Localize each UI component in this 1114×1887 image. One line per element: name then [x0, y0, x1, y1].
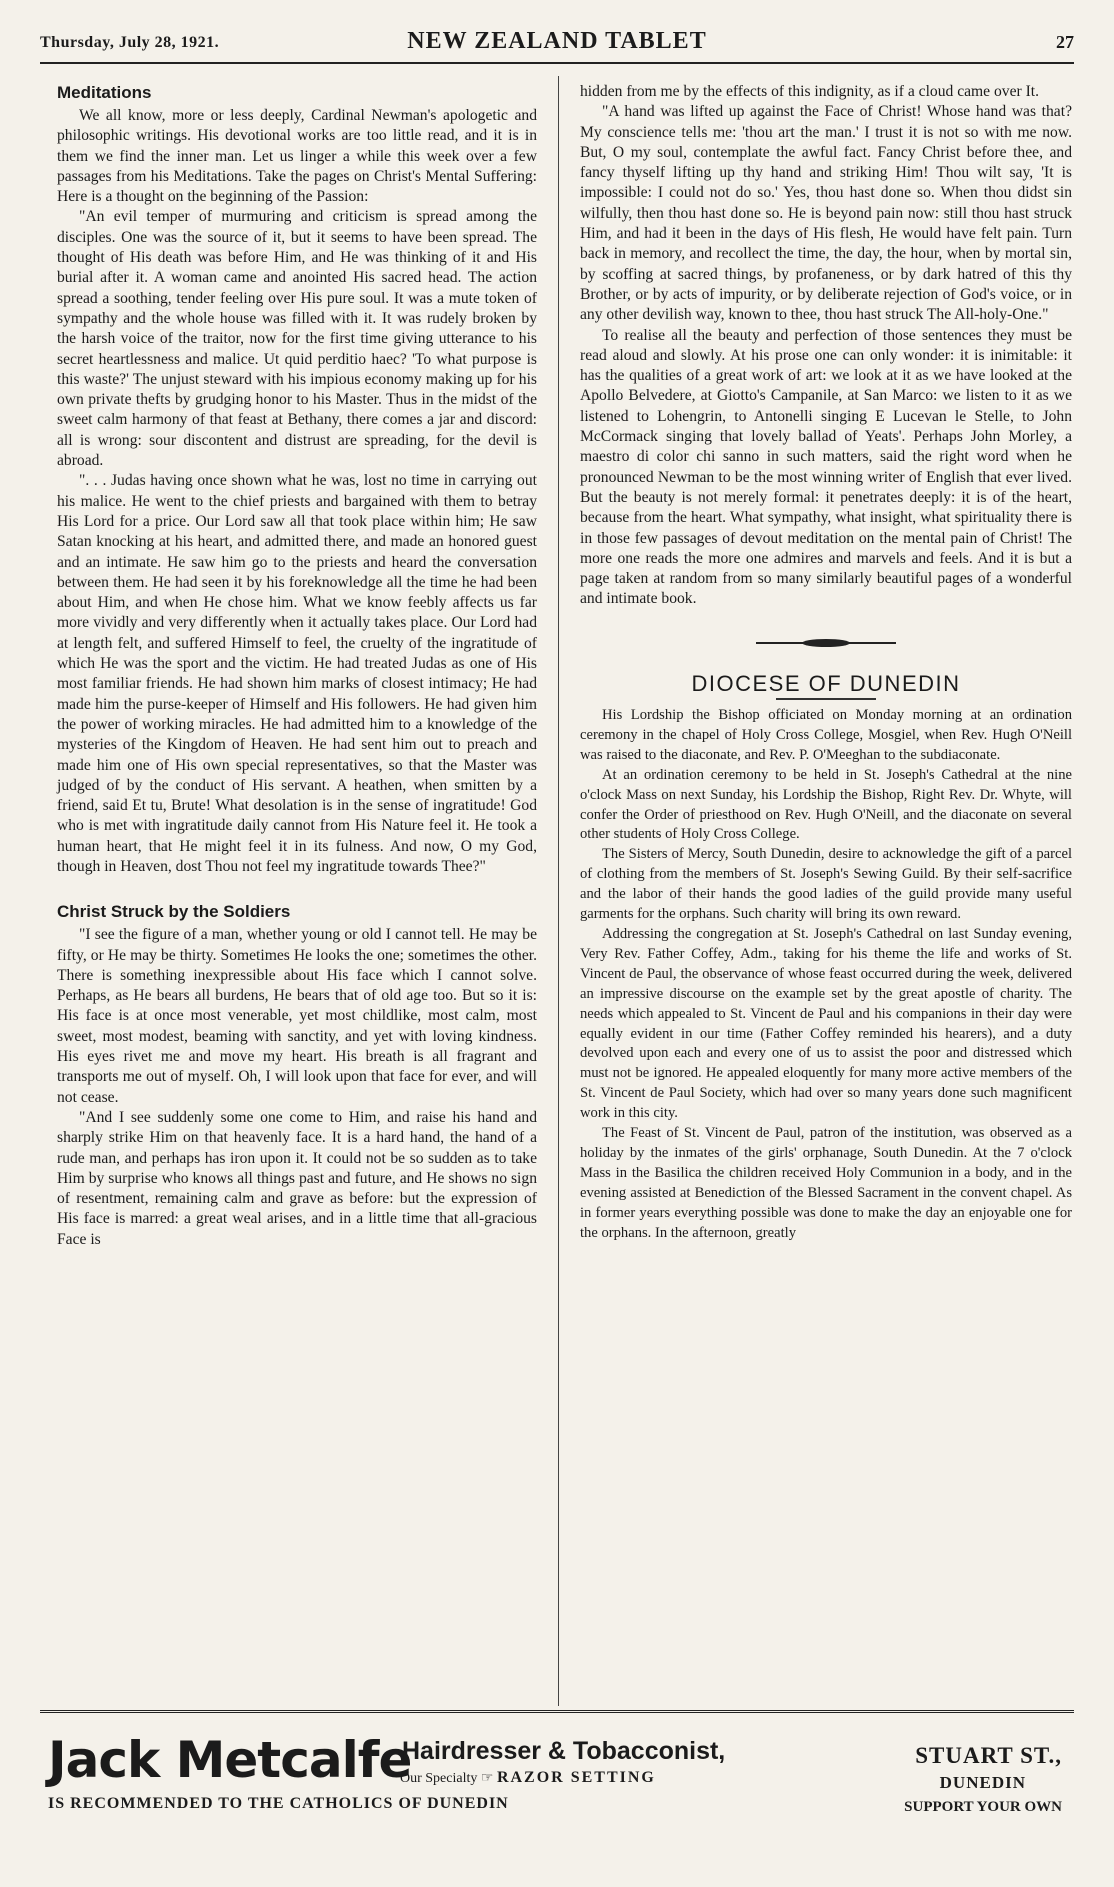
- pointing-hand-icon: ☞: [480, 1771, 494, 1786]
- diocese-heading: DIOCESE OF DUNEDIN: [691, 670, 961, 696]
- diocese-paragraph: His Lordship the Bishop officiated on Monday morning at an ordination ceremony in the chapel of Holy Cross College, Mosgiel, when Rev. Hugh O'Neill was raised to the diaconate, and Rev. P. O'Meeghan to the subdiaconate.: [580, 707, 1072, 763]
- ad-street: STUART ST.,: [915, 1743, 1062, 1768]
- diocese-paragraph: The Feast of St. Vincent de Paul, patron of the institution, was observed as a holiday by the inmates of the girls' orphanage, South Dunedin. At the 7 o'clock Mass in the Basilica the children received Holy Communion in a body, and in the evening assisted at Benediction of the Blessed Sacrament in the convent chapel. As in former years everything possible was done to make the day an enjoyable one for the orphans. In the afternoon, greatly: [580, 1125, 1072, 1241]
- ornament-rule-icon: [756, 638, 896, 648]
- ad-trade: Hairdresser & Tobacconist,: [402, 1737, 726, 1765]
- page-number: 27: [1056, 32, 1074, 52]
- ad-specialty-label: Our Specialty: [400, 1771, 478, 1786]
- meditations-heading: Meditations: [57, 83, 152, 102]
- page-header: [40, 28, 1074, 64]
- masthead-title: NEW ZEALAND TABLET: [407, 28, 707, 54]
- advertisement-banner: [40, 1710, 1074, 1843]
- issue-date: Thursday, July 28, 1921.: [40, 34, 220, 51]
- diocese-paragraph: The Sisters of Mercy, South Dunedin, desire to acknowledge the gift of a parcel of clothing from the members of St. Joseph's Sewing Guild. By their self-sacrifice and the labor of their hands the good ladies of the guild provide many useful garments for the orphans. Such charity will bring its own reward.: [580, 846, 1072, 923]
- christ-struck-paragraph: "I see the figure of a man, whether young or old I cannot tell. He may be fifty, or He may be thirty. Sometimes He looks the one; sometimes the other. There is something inexpressible about His face which I cannot solve. Perhaps, as He bears all burdens, He bears that of old age too. But so it is: His face is at once most venerable, yet most childlike, most calm, most sweet, most modest, beaming with sanctity, and yet with loving kindness. His eyes rivet me and move my heart. His breath is all fragrant and transports me out of myself. Oh, I will look upon that face for ever, and will not cease.: [57, 926, 537, 1106]
- ad-business-name: Jack Metcalfe: [48, 1731, 412, 1789]
- christ-struck-heading: Christ Struck by the Soldiers: [57, 902, 291, 922]
- continued-paragraph: hidden from me by the effects of this indignity, as if a cloud came over It.: [580, 83, 1040, 100]
- section-spacer: [57, 877, 537, 901]
- ad-specialty: [400, 1769, 656, 1787]
- ad-city: DUNEDIN: [939, 1773, 1026, 1792]
- column-divider: [558, 76, 559, 1706]
- continued-paragraph: "A hand was lifted up against the Face of Christ! Whose hand was that? My conscience tells me: 'thou art the man.' I trust it is not so with me now. But, O my soul, contemplate the awful fact. Fancy Christ before thee, and fancy thyself lifting up thy hand and striking Him! Thou wilt say, 'It is impossible: I could not do so.' Yes, thou hast done so. When thou didst sin wilfully, then thou hast done so. He is beyond pain now: still thou hast struck Him, and had it been in the days of His flesh, He would have felt pain. Turn back in memory, and recollect the time, the day, the hour, when by mortal sin, by scoffing at sacred things, by profaneness, or by dark hatred of this thy Brother, or by acts of impurity, or by deliberate rejection of God's voice, or in any other devilish way, known to thee, thou hast struck The All-holy-One.": [580, 103, 1072, 324]
- ad-support-line: SUPPORT YOUR OWN: [904, 1799, 1062, 1815]
- heading-underline: [776, 698, 876, 700]
- meditations-paragraph: We all know, more or less deeply, Cardinal Newman's apologetic and philosophic writings. His devotional works are too little read, and it is in them we find the inner man. Let us linger a while this week over a few passages from his Meditations. Take the pages on Christ's Mental Suffering: Here is a thought on the beginning of the Passion:: [57, 107, 537, 206]
- meditations-paragraph: "An evil temper of murmuring and criticism is spread among the disciples. One was the source of it, but it seems to have been spread. The thought of His death was before Him, and He was thinking of it and His burial after it. A woman came and anointed His sacred head. The action spread a soothing, tender feeling over His pure soul. It was a mute token of sympathy and the whole house was filled with it. It was rudely broken by the harsh voice of the traitor, now for the first time giving utterance to his secret heartlessness and malice. Ut quid perditio haec? 'To what purpose is this waste?' The unjust steward with his impious economy making up for his own private thefts by grudging honor to his Master. Thus in the midst of the sweet calm harmony of that feast at Bethany, there comes a jar and discord: all is wrong: sour discontent and distrust are spreading, for the devil is abroad.: [57, 208, 537, 470]
- diocese-section-header: [580, 638, 1072, 700]
- ad-recommendation: IS RECOMMENDED TO THE CATHOLICS OF DUNEDIN: [48, 1795, 509, 1812]
- ad-specialty-item: RAZOR SETTING: [496, 1769, 656, 1786]
- left-column: [57, 82, 537, 1250]
- continued-paragraph: To realise all the beauty and perfection of those sentences they must be read aloud and slowly. At his prose one can only wonder: it is inimitable: it has the qualities of a great work of art: we look at it as we have looked at the Apollo Belvedere, at Giotto's Campanile, at San Marco: we listen to it as we listened to Lohengrin, to Antonelli singing E Lucevan le Stelle, to John McCormack singing that lovely ballad of Yeats'. Perhaps John Morley, a maestro di color chi sanno in such matters, said the right word when he pronounced Newman to be the most winning writer of English that ever lived. But the beauty is not merely formal: it penetrates deeply: it is of the heart, because from the heart. What sympathy, what insight, what spirituality there is in those few passages of devout meditation on the mental pain of Christ! The more one reads the more one admires and marvels and feels. And it is but a page taken at random from so many similarly beautiful pages of a wonderful and intimate book.: [580, 326, 1072, 608]
- diocese-news: [580, 706, 1072, 1243]
- christ-struck-paragraph: "And I see suddenly some one come to Him, and raise his hand and sharply strike Him on that heavenly face. It is a hard hand, the hand of a rude man, and perhaps has iron upon it. It could not be so sudden as to take Him by surprise who knows all things past and future, and He shows no sign of resentment, remaining calm and grave as before: but the expression of His face is marred: a great weal arises, and in a little time that all-gracious Face is: [57, 1108, 537, 1248]
- diocese-paragraph: Addressing the congregation at St. Joseph's Cathedral on last Sunday evening, Very Rev. Father Coffey, Adm., taking for his theme the life and works of St. Vincent de Paul, the observance of whose feast occurred during the week, delivered an impressive discourse on the example set by the great apostle of charity. The needs which appealed to St. Vincent de Paul and his companions in their day were equally evident in our time (Father Coffey reminded his hearers), and a duty devolved upon each and every one of us to assist the poor and distressed which must not be ignored. He appealed eloquently for many more active members of the St. Vincent de Paul Society, which had over so many years done such magnificent work in this city.: [580, 925, 1072, 1122]
- diocese-paragraph: At an ordination ceremony to be held in St. Joseph's Cathedral at the nine o'clock Mass on next Sunday, his Lordship the Bishop, Right Rev. Dr. Whyte, will confer the Order of priesthood on Rev. Hugh O'Neill, and the diaconate on several other students of Holy Cross College.: [580, 766, 1072, 843]
- meditations-paragraph: ". . . Judas having once shown what he was, lost no time in carrying out his malice. He went to the chief priests and bargained with them to betray His Lord for a price. Our Lord saw all that took place within him; He saw Satan knocking at his heart, and admitted there, and made an honored guest and an intimate. He saw him go to the priests and heard the conversation between them. He had seen it by his foreknowledge all the time he had been about Him, and when He chose him. What we know feebly affects us far more vividly and very differently when it actually takes place. Our Lord had at length felt, and suffered Himself to feel, the cruelty of the ingratitude of which He was the sport and the victim. He had treated Judas as one of His most familiar friends. He had shown him marks of closest intimacy; He had made him the purse-keeper of Himself and His followers. He had given him the power of working miracles. He had admitted him to a knowledge of the mysteries of the Kingdom of Heaven. He had sent him out to preach and made him one of His own special representatives, so that the Master was judged of by the conduct of His servant. A heathen, when smitten by a friend, said Et tu, Brute! What desolation is in the sense of ingratitude! God who is met with ingratitude daily cannot from His Nature feel it. He took a human heart, that He might feel it in its fulness. And now, O my God, though in Heaven, dost Thou not feel my ingratitude towards Thee?": [57, 472, 537, 875]
- right-column: [580, 82, 1072, 1243]
